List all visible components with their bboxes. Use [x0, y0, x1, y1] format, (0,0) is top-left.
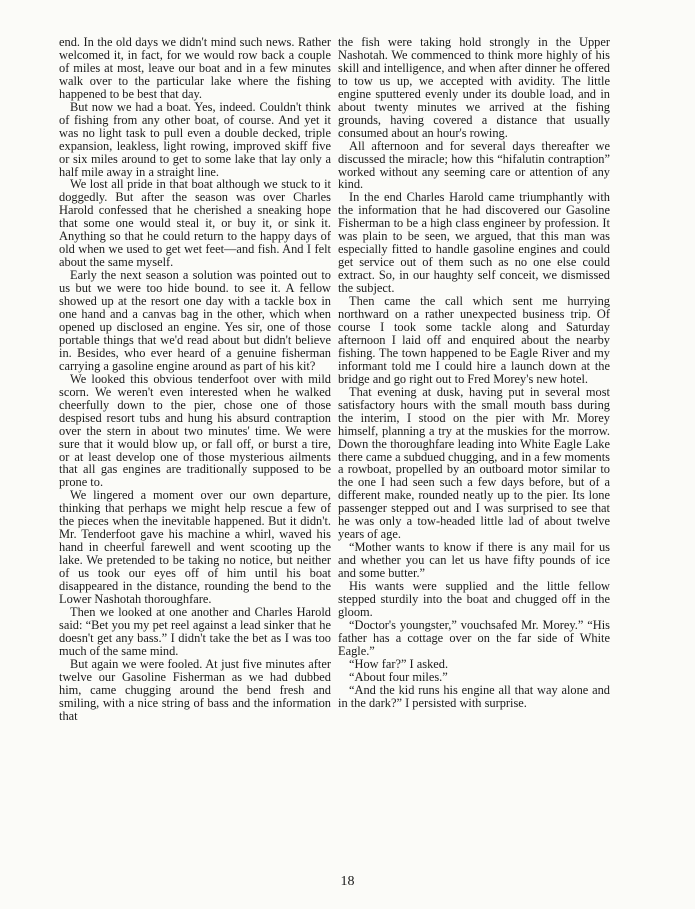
paragraph: But again we were fooled. At just five minutes after twelve our Gasoline Fisherman as we had dubbed him, came chugging around the bend fresh and smiling, with a nice string of bass and the information that [59, 656, 331, 723]
paragraph: “Mother wants to know if there is any mail for us and whether you can let us have fifty pounds of ice and some butter.” [338, 540, 610, 581]
paragraph: “About four miles.” [349, 669, 448, 684]
paragraph: the fish were taking hold strongly in the Upper Nashotah. We commenced to think more highly of his skill and intelligence, and when after dinner he offered to tow us up, we accepted with avidity. The little engine sputtered evenly under its double load, and in about twenty minutes we arrived at the fishing grounds, having covered a distance that usually consumed about an hour's rowing. [338, 35, 610, 140]
paragraph: But now we had a boat. Yes, indeed. Couldn't think of fishing from any other boat, of course. And yet it was no light task to pull even a double decked, triple expansion, leakless, light rowing, improved skiff five or six miles around to get to some lake that lay only a half mile away in a straight line. [59, 99, 331, 179]
left-column [59, 36, 331, 723]
paragraph: His wants were supplied and the little fellow stepped sturdily into the boat and chugged off in the gloom. [338, 579, 610, 619]
paragraph: Then we looked at one another and Charles Harold said: “Bet you my pet reel against a lead sinker that he doesn't get any bass.” I didn't take the bet as I was too much of the same mind. [59, 604, 331, 658]
right-column [338, 36, 610, 710]
paragraph: That evening at dusk, having put in several most satisfactory hours with the small mouth bass during the interim, I stood on the pier with Mr. Morey himself, planning a try at the muskies for the morrow. Down the thoroughfare leading into White Eagle Lake there came a subdued chugging, and in a few moments a rowboat, propelled by an outboard motor similar to the one I had seen such a few days before, but of a different make, rounded neatly up to the pier. Its lone passenger stepped out and I was surprised to see that he was only a tow-headed little lad of about twelve years of age. [338, 384, 610, 542]
paragraph: We lost all pride in that boat although we stuck to it doggedly. But after the season was over Charles Harold confessed that he cherished a sneaking hope that some one would steal it, or buy it, or sink it. Anything so that he could return to the happy days of old when we used to get wet feet—and fish. And I felt about the same myself. [59, 177, 331, 270]
paragraph: We looked this obvious tenderfoot over with mild scorn. We weren't even interested when he walked cheerfully down to the pier, chose one of those despised resort tubs and hung his absurd contraption over the stern in about two minutes' time. We were sure that it would blow up, or fall off, or burst a tire, or at least develop one of those mysterious ailments that all gas engines are traditionally supposed to be prone to. [59, 371, 331, 490]
paragraph: “And the kid runs his engine all that way alone and in the dark?” I persisted with surprise. [338, 682, 610, 710]
paragraph: end. In the old days we didn't mind such news. Rather welcomed it, in fact, for we would row back a couple of miles at most, leave our boat and in a few minutes walk over to the particular lake where the fishing happened to be best that day. [59, 35, 331, 101]
paragraph: Then came the call which sent me hurrying northward on a rather unexpected business trip. Of course I took some tackle along and Saturday afternoon I laid off and enquired about the nearby fishing. The town happened to be Eagle River and my informant told me I could hire a launch down at the bridge and go right out to Fred Morey's new hotel. [338, 294, 610, 386]
paragraph: All afternoon and for several days thereafter we discussed the miracle; how this “hifalutin contraption” worked without any seeming care or attention of any kind. [338, 138, 610, 192]
page-number: 18 [340, 874, 355, 889]
paragraph: In the end Charles Harold came triumphantly with the information that he had discovered our Gasoline Fisherman to be a high class engineer by profession. It was plain to be seen, we argued, that this man was especially fitted to handle gasoline engines and could get service out of them such as no one else could extract. So, in our haughty self conceit, we dismissed the subject. [338, 190, 610, 296]
paragraph: Early the next season a solution was pointed out to us but we were too hide bound. to see it. A fellow showed up at the resort one day with a tackle box in one hand and a canvas bag in the other, which when opened up disclosed an engine. Yes sir, one of those portable things that we'd read about but didn't believe in. Besides, who ever heard of a genuine fisherman carrying a gasoline engine around as part of his kit? [59, 268, 331, 373]
paragraph: “Doctor's youngster,” vouchsafed Mr. Morey.” “His father has a cottage over on the far side of White Eagle.” [338, 617, 610, 658]
paragraph: We lingered a moment over our own departure, thinking that perhaps we might help rescue a few of the pieces when the inevitable happened. But it didn't. Mr. Tenderfoot gave his machine a whirl, waved his hand in cheerful farewell and went scooting up the lake. We pretended to be taking no notice, but neither of us took our eyes off of him until his boat disappeared in the distance, rounding the bend to the Lower Nashotah thoroughfare. [59, 488, 331, 606]
paragraph: “How far?” I asked. [349, 656, 449, 671]
